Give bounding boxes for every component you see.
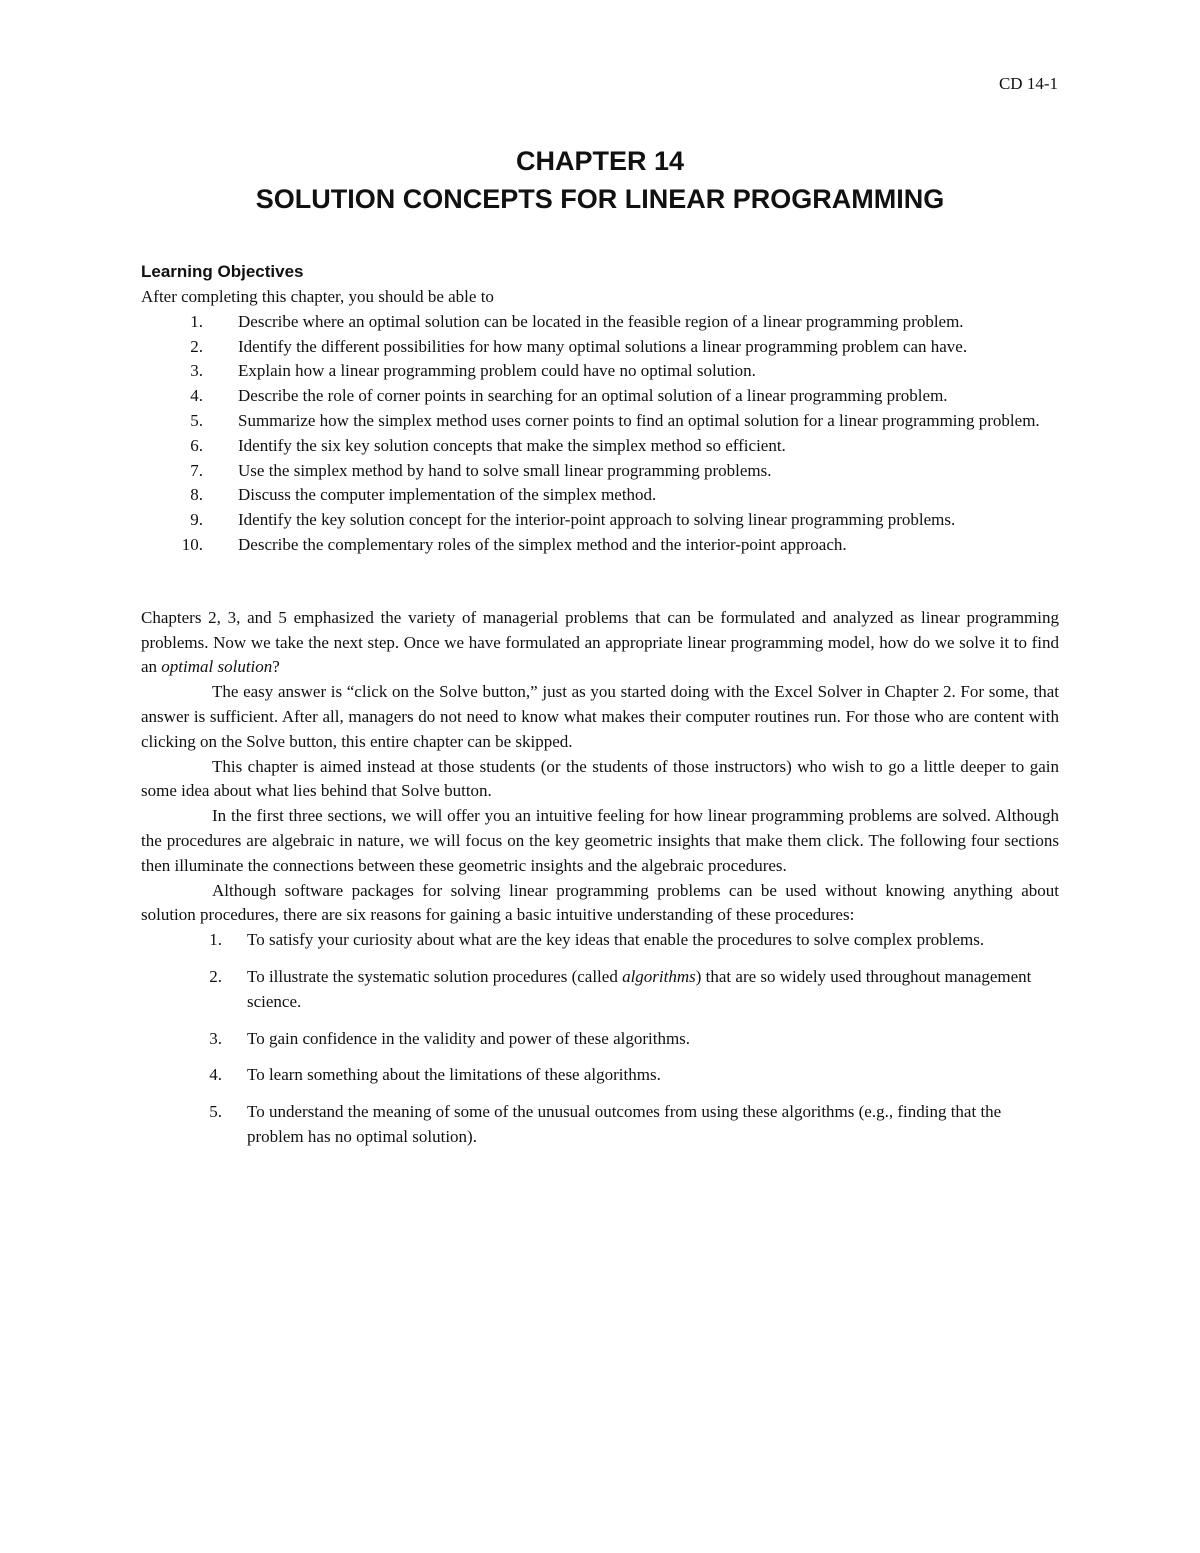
- reasons-list: [141, 928, 1059, 1150]
- reason-item: [141, 928, 1059, 953]
- reason-item: 2. To illustrate the systematic solution procedures (called algorithms) that are so widely used throughout management science.: [141, 965, 1059, 1015]
- objective-item: [141, 508, 1059, 533]
- objectives-list: [141, 310, 1059, 558]
- reason-number: 5.: [209, 1102, 222, 1122]
- chapter-title: SOLUTION CONCEPTS FOR LINEAR PROGRAMMING: [255, 184, 945, 214]
- objective-number: 5.: [190, 410, 203, 430]
- intro-paragraph-5: Although software packages for solving linear programming problems can be used without knowing anything about solution procedures, there are six reasons for gaining a basic intuitive understanding of these procedures:: [141, 880, 1059, 925]
- objective-text: Describe where an optimal solution can be located in the feasible region of a linear programming problem.: [238, 311, 964, 331]
- objective-text: Identify the key solution concept for the interior-point approach to solving linear programming problems.: [238, 510, 956, 530]
- emphasis-algorithms: algorithms: [622, 966, 696, 986]
- objective-number: 7.: [190, 460, 203, 480]
- objective-number: 2.: [190, 336, 203, 356]
- reason-item: [141, 1027, 1059, 1052]
- objective-text: Summarize how the simplex method uses corner points to find an optimal solution for a linear programming problem.: [238, 410, 1040, 430]
- objective-item: [141, 409, 1059, 434]
- objective-number: 9.: [190, 510, 203, 530]
- reason-number: 1.: [209, 930, 222, 950]
- intro-paragraph-3: This chapter is aimed instead at those students (or the students of those instructors) who wish to go a little deeper to gain some idea about what lies behind that Solve button.: [141, 756, 1059, 801]
- objective-number: 1.: [190, 311, 203, 331]
- objective-text: Identify the six key solution concepts that make the simplex method so efficient.: [238, 435, 786, 455]
- objective-text: Explain how a linear programming problem could have no optimal solution.: [238, 361, 756, 381]
- page-number: CD 14-1: [998, 74, 1058, 93]
- reason-item: [141, 1100, 1059, 1150]
- objective-item: [141, 533, 1059, 558]
- objective-number: 6.: [190, 435, 203, 455]
- reason-number: 3.: [209, 1028, 222, 1048]
- objective-item: [141, 359, 1059, 384]
- objectives-intro: After completing this chapter, you should be able to: [141, 287, 494, 306]
- reason-item: [141, 1063, 1059, 1088]
- emphasis-optimal-solution: optimal solution: [161, 657, 273, 677]
- objective-number: 10.: [181, 534, 203, 554]
- reason-text: To learn something about the limitations of these algorithms.: [247, 1065, 661, 1085]
- chapter-heading: [0, 142, 1200, 218]
- objective-number: 3.: [190, 361, 203, 381]
- reason-text: To satisfy your curiosity about what are the key ideas that enable the procedures to solve complex problems.: [247, 930, 985, 950]
- objective-text: Describe the complementary roles of the simplex method and the interior-point approach.: [238, 534, 847, 554]
- document-body: [141, 259, 1059, 1162]
- objective-text: Describe the role of corner points in searching for an optimal solution of a linear programming problem.: [238, 386, 948, 406]
- objective-item: [141, 459, 1059, 484]
- intro-paragraph-4: In the first three sections, we will offer you an intuitive feeling for how linear programming problems are solved. Although the procedures are algebraic in nature, we will focus on the key geometric insights that make them click. The following four sections then illuminate the connections between these geometric insights and the algebraic procedures.: [141, 806, 1059, 875]
- reason-number: 4.: [209, 1065, 222, 1085]
- objective-item: [141, 310, 1059, 335]
- chapter-introduction: [141, 606, 1059, 928]
- objective-number: 4.: [190, 386, 203, 406]
- objective-text: Use the simplex method by hand to solve small linear programming problems.: [238, 460, 772, 480]
- objective-item: [141, 483, 1059, 508]
- reason-text: To gain confidence in the validity and power of these algorithms.: [247, 1028, 691, 1048]
- chapter-number: CHAPTER 14: [515, 146, 685, 176]
- objective-text: Identify the different possibilities for how many optimal solutions a linear programming problem can have.: [238, 336, 968, 356]
- objective-item: [141, 434, 1059, 459]
- objective-number: 8.: [190, 485, 203, 505]
- objective-item: [141, 335, 1059, 360]
- learning-objectives-heading: Learning Objectives: [141, 262, 304, 281]
- reason-text: To understand the meaning of some of the unusual outcomes from using these algorithms (e.g., finding that the problem has no optimal solution).: [247, 1102, 1002, 1146]
- intro-paragraph-2: The easy answer is “click on the Solve button,” just as you started doing with the Excel Solver in Chapter 2. For some, that answer is sufficient. After all, managers do not need to know what makes their computer routines run. For those who are content with clicking on the Solve button, this entire chapter can be skipped.: [141, 682, 1059, 751]
- objective-item: [141, 384, 1059, 409]
- reason-number: 2.: [209, 966, 222, 986]
- objective-text: Discuss the computer implementation of the simplex method.: [238, 485, 657, 505]
- intro-paragraph-1: Chapters 2, 3, and 5 emphasized the variety of managerial problems that can be formulated and analyzed as linear programming problems. Now we take the next step. Once we have formulated an appropriate linear programming model, how do we solve it to find an optimal solution?: [141, 607, 1059, 677]
